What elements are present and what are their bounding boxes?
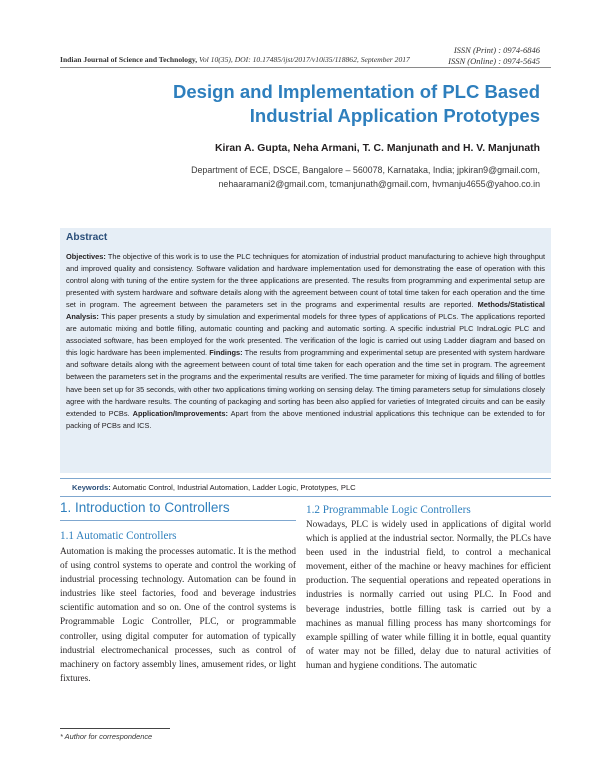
keywords-label: Keywords: <box>72 483 111 492</box>
right-column-text <box>306 518 551 673</box>
affiliation-line-1: Department of ECE, DSCE, Bangalore – 560078, Karnataka, India; jpkiran9@gmail.com, <box>191 165 540 175</box>
paragraph-1-1: Automation is making the processes automatic. It is the method of using control systems to operate and control the working of industrial processing technology. Automation can be found in industries like steel factories, food and beverage industries scientific automation and so on. One of the control systems is Programmable Logic Controller, PLC, or programmable controller, using digital computer for automation of typically industrial electromechanical processes, such as control of machinery on factory assembly lines, amusement rides, or light fixtures. <box>60 547 296 684</box>
application-text: Apart from the above mentioned industrial applications this technique can be extended to for packing of PCBs and ICS. <box>66 408 545 430</box>
keywords-top-rule <box>60 478 551 479</box>
keywords-text: Automatic Control, Industrial Automation, Ladder Logic, Prototypes, PLC <box>110 483 356 492</box>
keywords-bottom-rule <box>60 496 551 497</box>
subsection-heading-1-2: 1.2 Programmable Logic Controllers <box>306 504 471 516</box>
issn-print: ISSN (Print) : 0974-6846 <box>453 45 540 55</box>
abstract-heading: Abstract <box>66 232 108 243</box>
author-list: Kiran A. Gupta, Neha Armani, T. C. Manjunath and H. V. Manjunath <box>214 143 540 154</box>
section-heading: 1. Introduction to Controllers <box>60 500 230 515</box>
affiliation-line-2: nehaaramani2@gmail.com, tcmanjunath@gmail.com, hvmanju4655@yahoo.co.in <box>218 179 540 189</box>
objectives-text: The objective of this work is to use the PLC techniques for atomization of industrial product manufacturing to achieve high throughput and improved quality and consistency. Software validation and hardware implementation used for demonstrating the ease of operation with this control along with tuning of the entire system for the three applications are presented. The results from programming and experimental setup are presented with system hardware and software details along with the agreement between count of total time taken for each operation and the time set in program. The agreement between the parameters set in the programs and experimental results are reported. <box>66 252 545 310</box>
objectives-label: Objectives: <box>66 252 106 261</box>
journal-citation <box>60 55 410 64</box>
findings-text: The results from programming and experimental setup are presented with system hardware and software details along with the agreement between count of total time taken for each operation and the time set in program. The agreement between the parameters set in the programs and the experimental results are verified. The time parameter for mixing of liquids and filling of bottles have been set up for 35 seconds, with other two applications timing working on sensing delay. The timing parameters setup for simulations closely agree with the hardware results. The counting of packaging and sorting has been also applied for varieties of Integrated circuits and can be easily extended to PCBs. <box>66 348 545 418</box>
paper-title-line-2: Industrial Application Prototypes <box>249 105 540 126</box>
footnote: * Author for correspondence <box>60 732 153 741</box>
keywords <box>72 483 356 492</box>
methods-text: This paper presents a study by simulation and experimental models for three types of applications of PLCs. The applications reported are automatic mixing and bottle filling, automatic counting and packing and automatic sorting. A specific industrial PLC IndraLogic PLC and associated software, has been employed for the work presented. The verification of the logic is carried out using Ladder diagram and based on this logic hardware has been implemented. <box>66 312 545 358</box>
left-column-text <box>60 545 296 686</box>
abstract-body <box>66 251 545 432</box>
section-heading-rule <box>60 520 296 521</box>
issn-online: ISSN (Online) : 0974-5645 <box>448 56 540 66</box>
journal-name: Indian Journal of Science and Technology, <box>60 55 198 64</box>
footnote-rule <box>60 728 170 729</box>
paragraph-1-2: Nowadays, PLC is widely used in applications of digital world which is applied at the industrial sector. Normally, the PLCs have been used in the industrial field, to control a mechanical movement, either of the machine or heavy machines for efficient production. The sequential operations and repeated operations in industries is normally carried out using PLC. In Food and beverage industries, bottle filling task is carried out by a machines as manual filling process has many shortcomings for example spilling of water while filling it in bottle, equal quantity of water may not be filled, delay due to natural activities of human and hygiene conditions. The automatic <box>306 520 551 671</box>
application-label: Application/Improvements: <box>132 408 228 418</box>
paper-title-line-1: Design and Implementation of PLC Based <box>173 81 540 102</box>
findings-label: Findings: <box>209 348 243 358</box>
header-divider <box>60 67 551 68</box>
journal-meta: Vol 10(35), DOI: 10.17485/ijst/2017/v10i35/118862, September 2017 <box>197 55 410 64</box>
subsection-heading-1-1: 1.1 Automatic Controllers <box>60 530 177 542</box>
methods-label: Methods/Statistical Analysis: <box>66 300 545 322</box>
